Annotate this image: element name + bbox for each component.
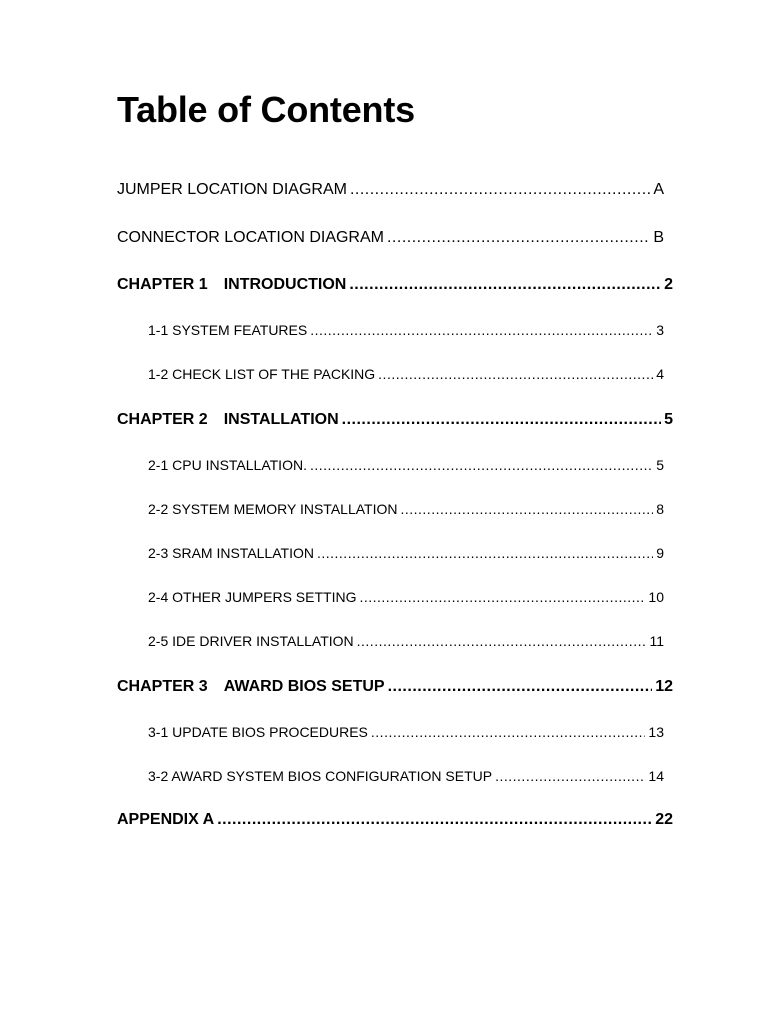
- toc-page-number: B: [653, 229, 664, 246]
- toc-entry-jumper-location-diagram: [117, 178, 664, 202]
- toc-entry-section-2-4: [148, 587, 664, 607]
- toc-leader-dots: [400, 499, 653, 519]
- toc-entry-label: [117, 675, 385, 699]
- toc-entry-section-2-3: [148, 543, 664, 563]
- toc-entry-appendix-a: [117, 808, 673, 832]
- toc-entry-label: 2-4 OTHER JUMPERS SETTING: [148, 589, 357, 605]
- toc-entry-label: 3-2 AWARD SYSTEM BIOS CONFIGURATION SETUP: [148, 768, 493, 784]
- toc-page-number: 2: [664, 276, 673, 293]
- toc-leader-dots: [495, 766, 645, 786]
- toc-page-number: 5: [664, 411, 673, 428]
- toc-page-number: A: [653, 181, 664, 198]
- toc-page-number: 12: [655, 678, 673, 695]
- toc-entry-label: 2-3 SRAM INSTALLATION: [148, 545, 314, 561]
- toc-entry-label: [117, 273, 346, 297]
- toc-page-number: 5: [656, 457, 664, 473]
- toc-chapter-title: AWARD BIOS SETUP: [223, 678, 385, 695]
- toc-entry-label: 2-1 CPU INSTALLATION.: [148, 457, 307, 473]
- toc-entry-label: 3-1 UPDATE BIOS PROCEDURES: [148, 724, 368, 740]
- toc-entry-label: [117, 408, 339, 432]
- toc-leader-dots: [388, 675, 653, 699]
- toc-entry-label: 2-5 IDE DRIVER INSTALLATION: [148, 633, 354, 649]
- toc-leader-dots: [387, 226, 650, 250]
- toc-entry-label: JUMPER LOCATION DIAGRAM: [117, 181, 347, 198]
- toc-chapter-title: INSTALLATION: [223, 411, 339, 428]
- toc-page-number: 22: [655, 811, 673, 828]
- toc-leader-dots: [310, 320, 653, 340]
- toc-page-number: 14: [648, 768, 664, 784]
- toc-entry-label: 1-1 SYSTEM FEATURES: [148, 322, 308, 338]
- toc-leader-dots: [310, 455, 653, 475]
- page-title: Table of Contents: [117, 89, 415, 130]
- toc-entry-label: 2-2 SYSTEM MEMORY INSTALLATION: [148, 501, 398, 517]
- toc-entry-label: APPENDIX A: [117, 811, 215, 828]
- toc-page-number: 10: [648, 589, 664, 605]
- toc-leader-dots: [349, 273, 661, 297]
- toc-chapter-number: CHAPTER 2: [117, 411, 208, 428]
- toc-entry-section-2-5: [148, 631, 664, 651]
- toc-entry-chapter-1: [117, 273, 673, 297]
- toc-entry-chapter-2: [117, 408, 673, 432]
- toc-leader-dots: [217, 808, 652, 832]
- toc-leader-dots: [371, 722, 646, 742]
- toc-entry-connector-location-diagram: [117, 226, 664, 250]
- toc-page-number: 8: [656, 501, 664, 517]
- toc-entry-section-2-1: [148, 455, 664, 475]
- toc-entry-section-3-2: [148, 766, 664, 786]
- toc-chapter-number: CHAPTER 3: [117, 678, 208, 695]
- toc-entry-label: CONNECTOR LOCATION DIAGRAM: [117, 229, 384, 246]
- toc-page-number: 3: [656, 322, 664, 338]
- toc-page-number: 9: [656, 545, 664, 561]
- toc-entry-label: 1-2 CHECK LIST OF THE PACKING: [148, 366, 376, 382]
- toc-leader-dots: [357, 631, 647, 651]
- toc-entry-chapter-3: [117, 675, 673, 699]
- toc-entry-section-2-2: [148, 499, 664, 519]
- toc-leader-dots: [350, 178, 650, 202]
- toc-entry-section-1-2: [148, 364, 664, 384]
- toc-entry-section-3-1: [148, 722, 664, 742]
- toc-page-number: 13: [648, 724, 664, 740]
- toc-chapter-number: CHAPTER 1: [117, 276, 208, 293]
- toc-page-number: 4: [656, 366, 664, 382]
- toc-leader-dots: [359, 587, 645, 607]
- toc-leader-dots: [378, 364, 653, 384]
- toc-leader-dots: [317, 543, 653, 563]
- toc-chapter-title: INTRODUCTION: [223, 276, 347, 293]
- toc-leader-dots: [342, 408, 661, 432]
- toc-entry-section-1-1: [148, 320, 664, 340]
- toc-page-number: 11: [649, 633, 664, 649]
